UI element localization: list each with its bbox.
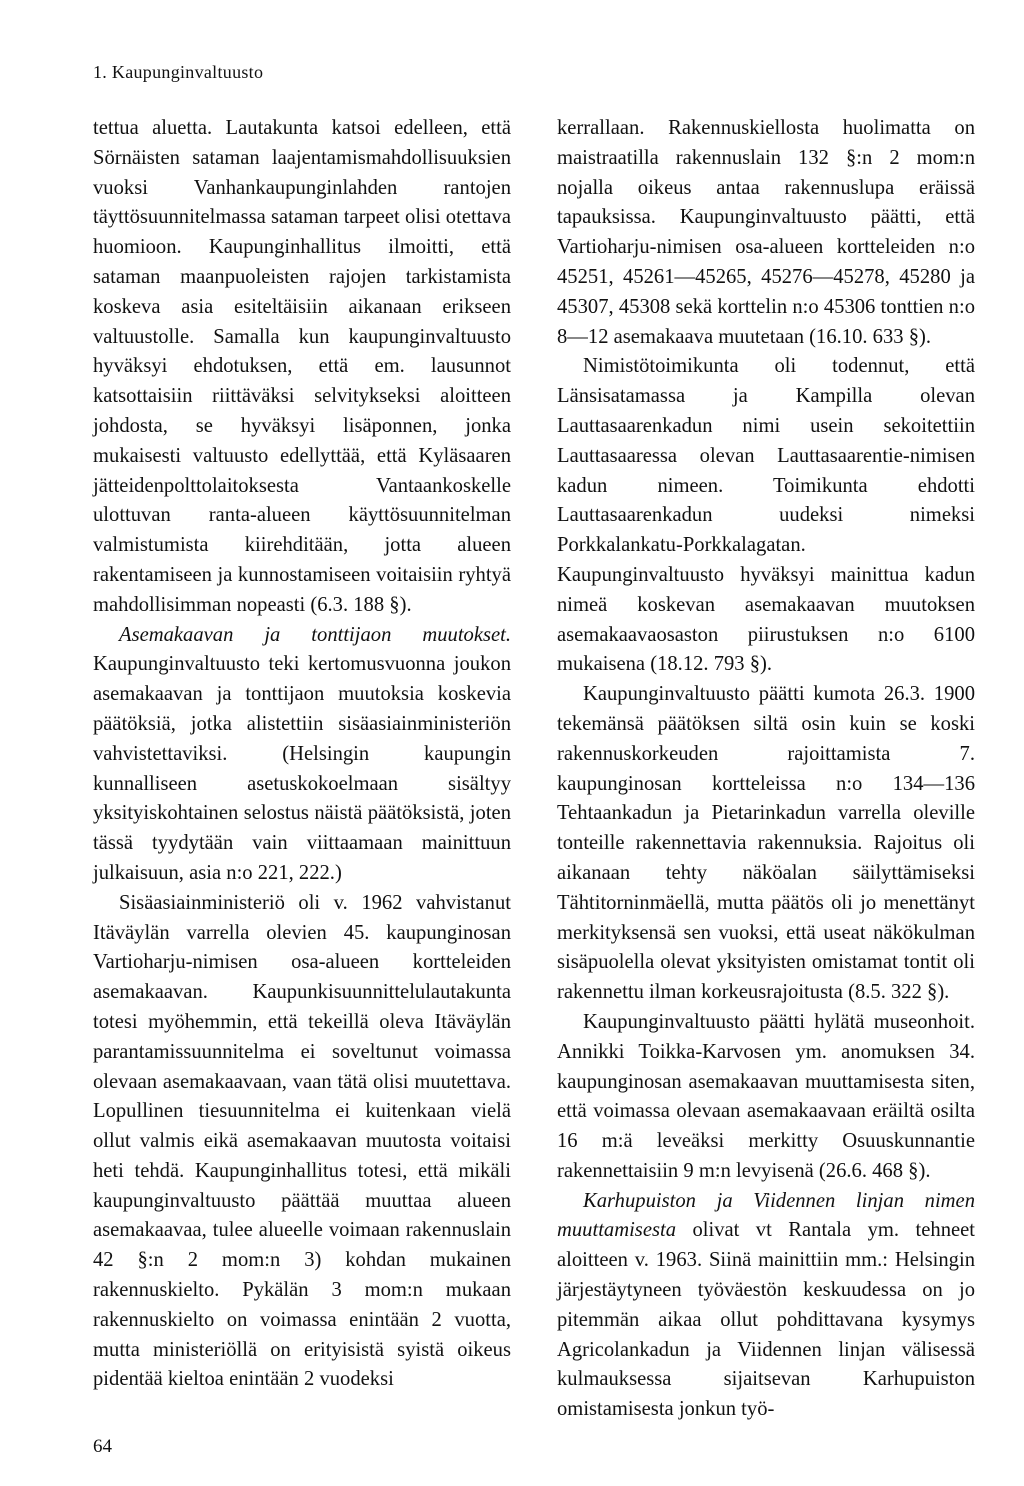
right-column — [557, 114, 975, 1425]
right-paragraph-2: Nimistötoimikunta oli todennut, että Länsisatamassa ja Kampilla olevan Lauttasaarenkadun nimi usein sekoitettiin Lauttasaaressa olevan Lauttasaarentie-nimisen kadun nimeen. Toimikunta ehdotti Lauttasaarenkadun uudeksi nimeksi Porkkalankatu-Porkkalagatan. Kaupunginvaltuusto hyväksyi mainittua kadun nimeä koskevan asemakaavan muutoksen asemakaavaosaston piirustuksen n:o 6100 mukaisena (18.12. 793 §). — [557, 355, 975, 676]
left-paragraph-3: Sisäasiainministeriö oli v. 1962 vahvistanut Itäväylän varrella olevien 45. kaupunginosan Vartioharju-nimisen osa-alueen kortteleiden asemakaavan. Kaupunkisuunnittelulautakunta totesi myöhemmin, että tekeillä oleva Itäväylän parantamissuunnitelma ei soveltunut voimassa olevaan asemakaavaan, vaan tätä olisi muutettava. Lopullinen tiesuunnitelma ei kuitenkaan vielä ollut valmis eikä asemakaavan muutosta voitaisi heti tehdä. Kaupunginhallitus totesi, että mikäli kaupunginvaltuusto päättää muuttaa alueen asemakaavaa, tulee alueelle voimaan rakennuslain 42 §:n 2 mom:n 3) kohdan mukainen rakennuskielto. Pykälän 3 mom:n mukaan rakennuskielto on voimassa enintään 2 vuotta, mutta ministeriöllä on erityisistä syistä oikeus pidentää kieltoa enintään 2 vuodeksi — [93, 891, 511, 1391]
page-number: 64 — [93, 1436, 112, 1457]
left-paragraph-2-body: Kaupunginvaltuusto teki kertomusvuonna joukon asemakaavan ja tonttijaon muutoksia koskevia päätöksiä, jotka alistettiin sisäasiainministeriön vahvistettaviksi. (Helsingin kaupungin kunnalliseen asetuskokoelmaan sisältyy yksityiskohtainen selostus näistä päätöksistä, joten tässä tyydytään vain viittaamaan mainittuun julkaisuun, asia n:o 221, 222.) — [93, 653, 511, 884]
section-heading-karhupuisto: Karhupuiston ja Viidennen linjan nimen muuttamisesta — [557, 1189, 975, 1242]
right-paragraph-4: Kaupunginvaltuusto päätti hylätä museonhoit. Annikki Toikka-Karvosen ym. anomuksen 34. kaupunginosan asemakaavan muuttamisesta siten, että voimassa olevaan asemakaavaan eräiltä osilta 16 m:ä leveäksi merkitty Osuuskunnantie rakennettaisiin 9 m:n levyisenä (26.6. 468 §). — [557, 1010, 975, 1182]
right-paragraph-1: kerrallaan. Rakennuskiellosta huolimatta on maistraatilla rakennuslain 132 §:n 2 mom:n nojalla oikeus antaa rakennuslupa eräissä tapauksissa. Kaupunginvaltuusto päätti, että Vartioharju-nimisen osa-alueen kortteleiden n:o 45251, 45261—45265, 45276—45278, 45280 ja 45307, 45308 sekä korttelin n:o 45306 tonttien n:o 8—12 asemakaava muutetaan (16.10. 633 §). — [557, 117, 975, 348]
right-paragraph-5 — [557, 1187, 975, 1425]
running-head: 1. Kaupunginvaltuusto — [93, 62, 264, 82]
right-paragraph-5-body: olivat vt Rantala ym. tehneet aloitteen v. 1963. Siinä mainittiin mm.: Helsingin järjestäytyneen työväestön keskuudessa on jo pitemmän aikaa ollut pohdittavana kysymys Agricolankadun ja Viidennen linjan välisessä kulmauksessa sijaitsevan Karhupuiston omistamisesta jonkun työ- — [557, 1219, 975, 1421]
left-column — [93, 114, 511, 1395]
left-paragraph-2 — [93, 621, 511, 889]
right-paragraph-3: Kaupunginvaltuusto päätti kumota 26.3. 1900 tekemänsä päätöksen siltä osin kuin se koski rakennuskorkeuden rajoittamista 7. kaupunginosan kortteleissa n:o 134—136 Tehtaankadun ja Pietarinkadun varrella oleville tonteille rakennettavia rakennuksia. Rajoitus oli aikanaan tehty näköalan säilyttämiseksi Tähtitorninmäellä, mutta päätös oli jo menettänyt merkityksensä sen vuoksi, että useat näkökulman sisäpuolella olevat yksityisten omistamat tontit oli rakennettu ilman korkeusrajoitusta (8.5. 322 §). — [557, 683, 975, 1004]
left-paragraph-1: tettua aluetta. Lautakunta katsoi edelleen, että Sörnäisten sataman laajentamismahdollisuuksien vuoksi Vanhankaupunginlahden rantojen täyttösuunnitelmassa sataman tarpeet olisi otettava huomioon. Kaupunginhallitus ilmoitti, että sataman maanpuoleisten rajojen tarkistamista koskeva asia esiteltäisiin aikanaan erikseen valtuustolle. Samalla kun kaupunginvaltuusto hyväksyi ehdotuksen, että em. lausunnot katsottaisiin riittäväksi selvitykseksi aloitteen johdosta, se hyväksyi lisäponnen, jonka mukaisesti valtuusto edellyttää, että Kyläsaaren jätteidenpolttolaitoksesta Vantaankoskelle ulottuvan ranta-alueen käyttösuunnitelman valmistumista kiirehditään, jotta alueen rakentamiseen ja kunnostamiseen voitaisiin ryhtyä mahdollisimman nopeasti (6.3. 188 §). — [93, 117, 511, 616]
section-heading-asemakaava: Asemakaavan ja tonttijaon muutokset. — [119, 623, 511, 646]
